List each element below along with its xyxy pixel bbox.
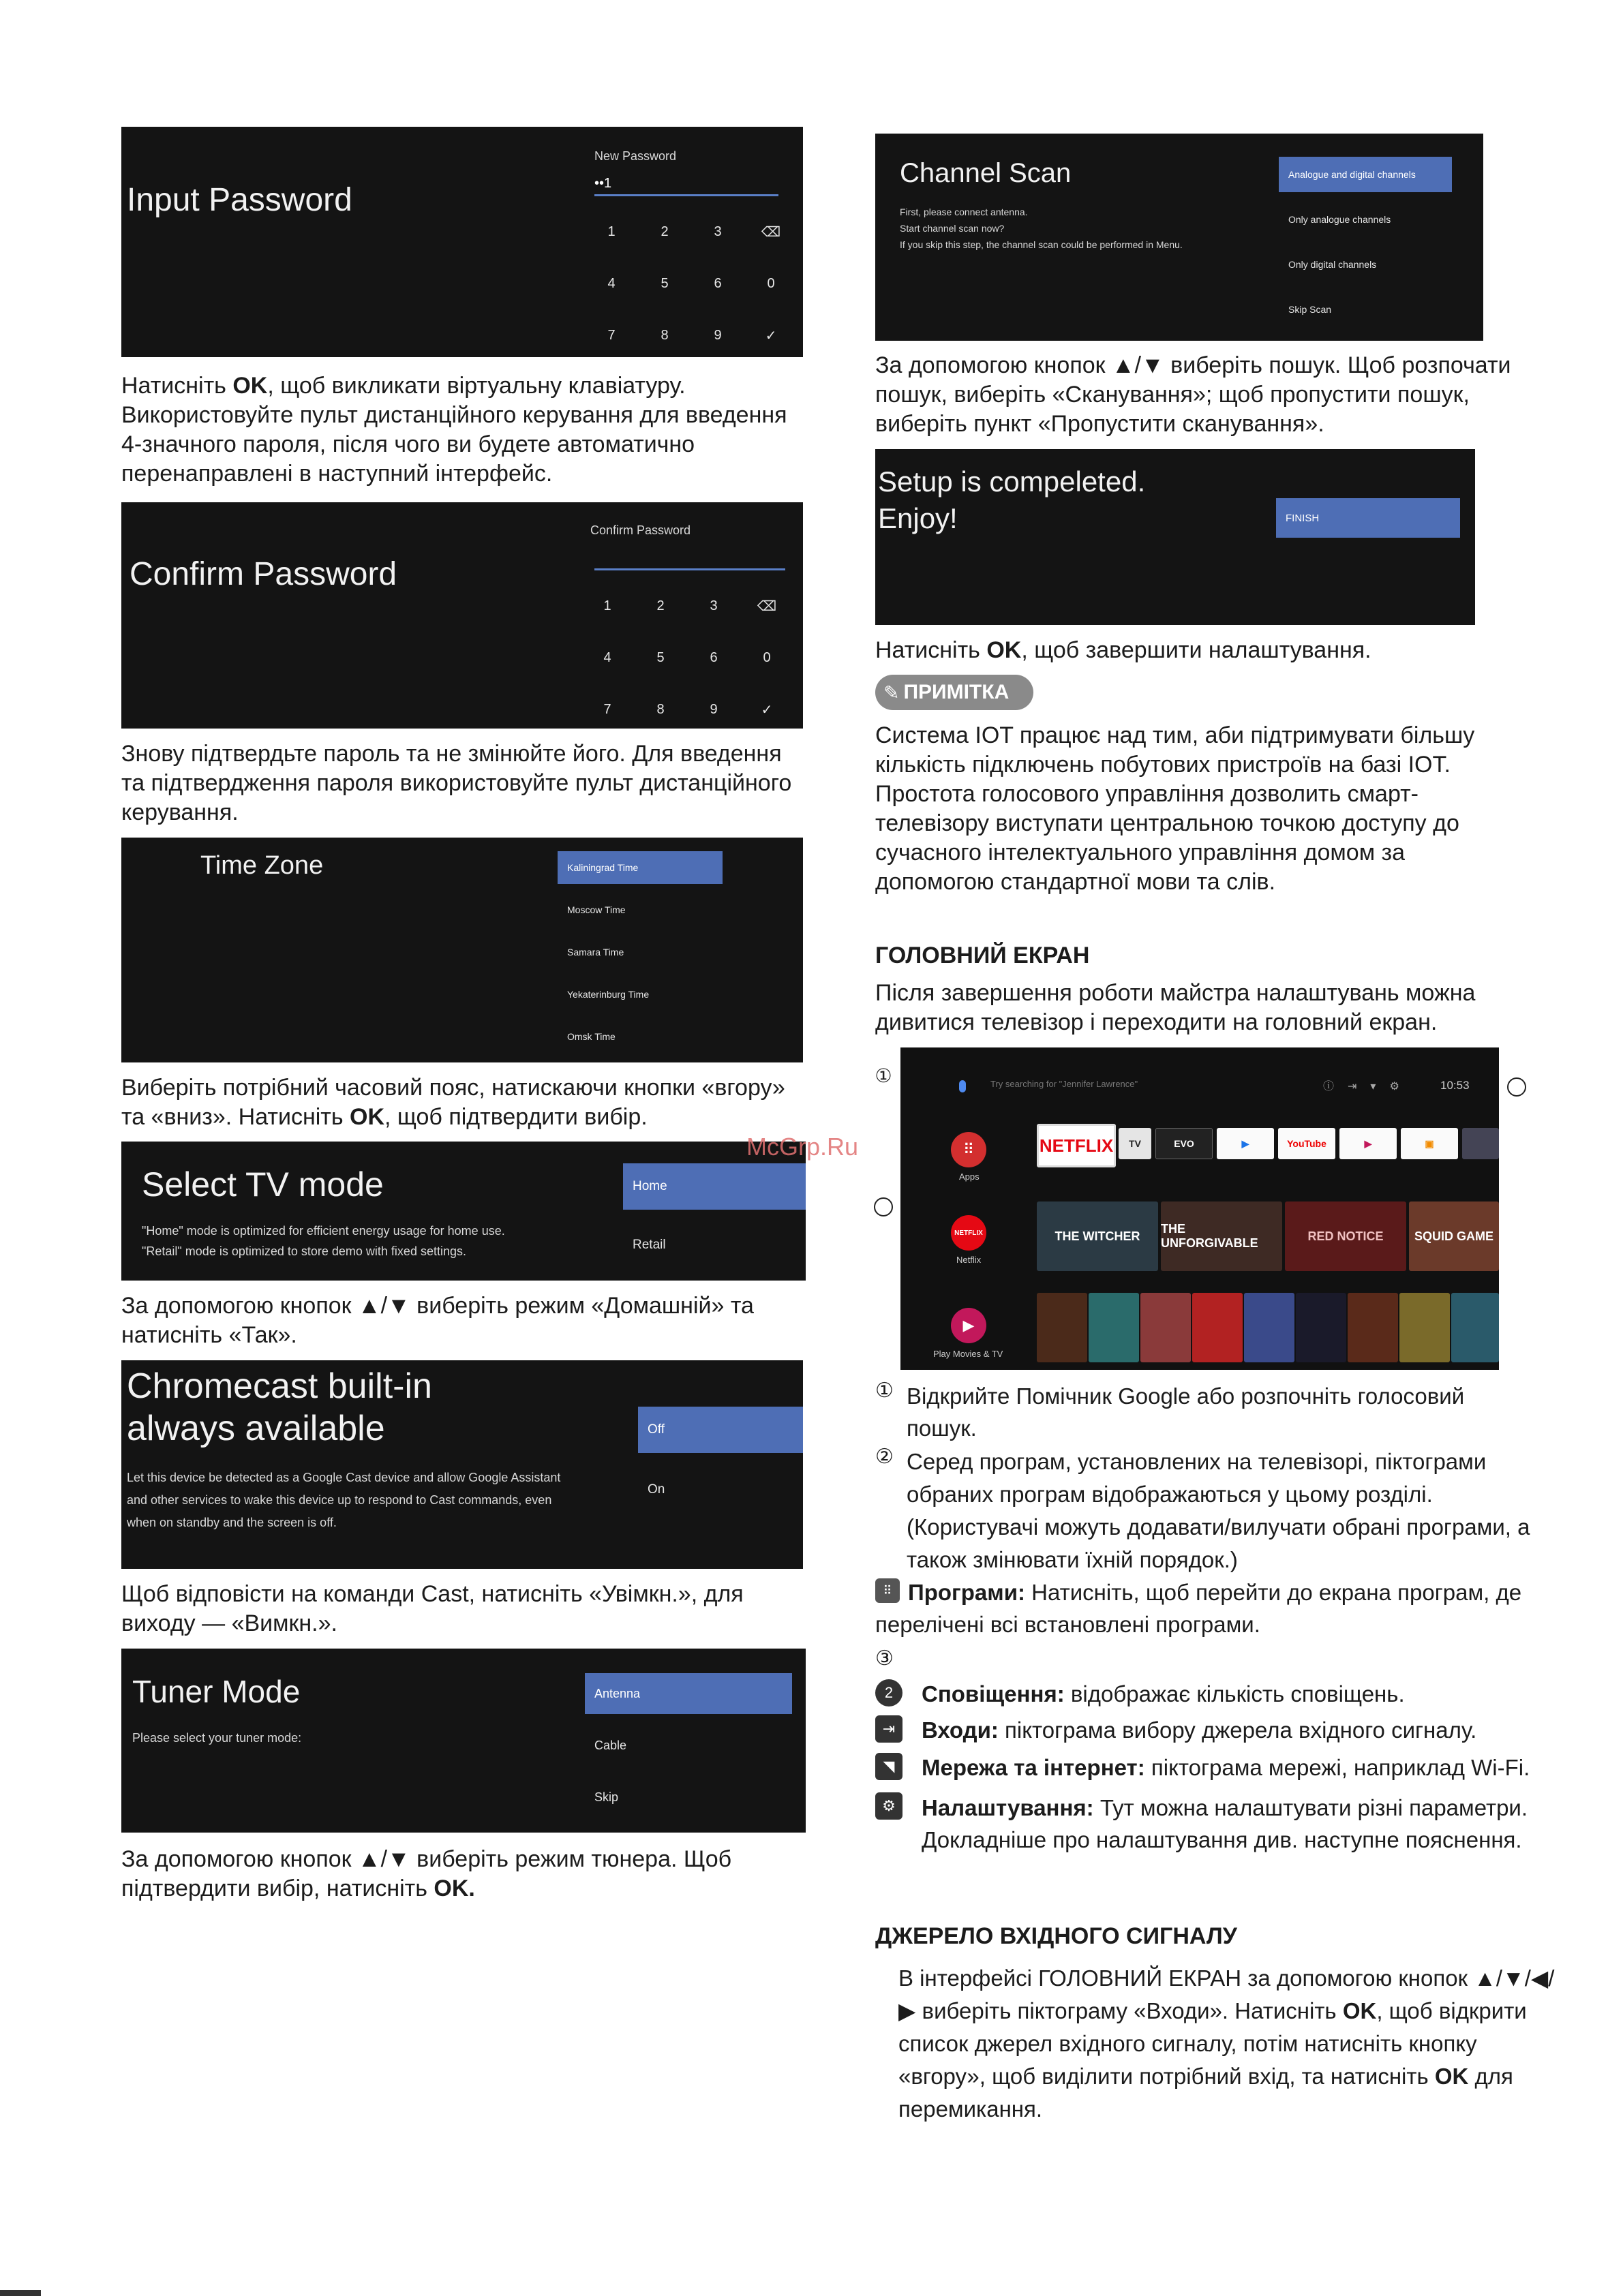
key[interactable]: 5 [661,275,669,291]
option-cable[interactable]: Cable [594,1738,627,1752]
option-analogue-digital[interactable]: Analogue and digital channels [1279,157,1452,192]
item-3-num: ③ [875,1647,894,1670]
key[interactable]: 1 [607,224,616,239]
key[interactable]: 2 [661,224,669,239]
home-screen-heading: ГОЛОВНИЙ ЕКРАН [875,943,1090,968]
home-intro: Після завершення роботи майстра налаштувань можна дивитися телевізор і переходити на головний екран. [875,980,1476,1035]
option-skip[interactable]: Skip [594,1790,619,1804]
option-skip-scan[interactable]: Skip Scan [1288,304,1332,315]
netflix-tile[interactable]: NETFLIX [1037,1124,1116,1167]
key[interactable]: 2 [656,598,665,613]
option-yekaterinburg[interactable]: Yekaterinburg Time [567,989,650,1000]
option-on[interactable]: On [648,1482,665,1497]
option-omsk[interactable]: Omsk Time [567,1031,616,1042]
play-movies-icon[interactable]: ▶ [951,1308,986,1343]
search-placeholder[interactable]: Try searching for "Jennifer Lawrence" [990,1079,1138,1089]
screen-title: Input Password [127,182,352,218]
item-1-num: ① [875,1379,894,1402]
scan-desc-2: Start channel scan now? [900,223,1005,234]
settings-gear-icon: ⚙ [875,1792,902,1820]
page-mark [0,2290,41,2296]
paragraph-r1: За допомогою кнопок ▲/▼ виберіть пошук. Щоб розпочати пошук, виберіть «Сканування»; щоб пропустити пошук, виберіть пункт «Пропустити сканування». [875,352,1511,437]
callout-2 [874,1197,893,1216]
movie-poster[interactable] [1244,1293,1294,1362]
option-samara[interactable]: Samara Time [567,947,624,958]
password-value: ••1 [594,176,612,191]
confirm-password-label: Confirm Password [590,523,691,537]
backspace-icon[interactable]: ⌫ [761,224,781,240]
red-notice-card[interactable]: RED NOTICE [1285,1201,1406,1271]
evo-tile[interactable]: EVO [1155,1128,1213,1159]
key[interactable]: 3 [714,224,722,239]
input-password-screen [121,127,803,357]
google-play-movies-tile[interactable]: ▶ [1339,1128,1397,1159]
watermark: McGrp.Ru [746,1133,859,1161]
screen-title: Tuner Mode [132,1674,301,1709]
note-badge [875,675,1033,710]
note-text: Система IOT працює над тим, аби підтримувати більшу кількість підключень побутових пристроїв на базі IOT. Простота голосового управління дозволить смарт-телевізору виступати центральною точкою доступу до сучасного інтелектуального управління домом за допомогою стандартної мови та слів. [875,722,1475,895]
key[interactable]: 0 [763,649,771,665]
screen-title: Channel Scan [900,158,1072,188]
notifications-icon: 2 [875,1679,902,1706]
netflix-row [1037,1201,1499,1271]
item-1: Відкрийте Помічник Google або розпочніть голосовий пошук. [907,1383,1465,1441]
key[interactable]: 4 [603,649,611,665]
screen-title: Confirm Password [130,556,397,592]
option-antenna[interactable]: Antenna [585,1673,792,1714]
paragraph-6: За допомогою кнопок ▲/▼ виберіть режим тюнера. Щоб підтвердити вибір, натисніть OK. [121,1846,732,1901]
key[interactable]: 3 [710,598,718,613]
inputs-icon: ⇥ [875,1715,902,1743]
note-label: ПРИМІТКА [903,681,1010,703]
screen-title: Select TV mode [142,1165,384,1204]
option-kaliningrad[interactable]: Kaliningrad Time [558,851,723,884]
scan-desc-3: If you skip this step, the channel scan could be performed in Menu. [900,239,1183,250]
item-2: Серед програм, установлених на телевізорі, піктограми обраних програм відображаються у цьому розділі. (Користувачі можуть додавати/вилучати обрані програми, а також змінювати їхній порядок.) [907,1449,1530,1572]
keypad[interactable] [585,206,798,357]
option-moscow[interactable]: Moscow Time [567,904,626,915]
key[interactable]: 7 [607,327,616,343]
paragraph-5: Щоб відповісти на команди Cast, натисніть «Увімкн.», для виходу — «Вимкн.». [121,1581,744,1636]
item-2-num: ② [875,1445,894,1468]
tuner-mode-screen [121,1649,806,1833]
inputs-item: Входи: піктограма вибору джерела вхідного сигналу. [922,1717,1477,1743]
tuner-desc: Please select your tuner mode: [132,1731,302,1745]
squid-game-card[interactable]: SQUID GAME [1409,1201,1499,1271]
next-tile[interactable] [1462,1128,1499,1159]
movie-poster[interactable] [1140,1293,1191,1362]
key[interactable]: 5 [656,649,665,665]
callout-3 [1507,1077,1526,1097]
mic-icon[interactable] [959,1080,966,1092]
setup-line-2: Enjoy! [878,502,958,534]
netflix-label: Netflix [956,1255,982,1265]
input-source-heading: ДЖЕРЕЛО ВХІДНОГО СИГНАЛУ [875,1923,1237,1949]
time-zone-screen [121,838,803,1062]
setup-line-1: Setup is compeleted. [878,465,1146,498]
multimedia-tile[interactable]: ▣ [1401,1128,1458,1159]
scan-desc-1: First, please connect antenna. [900,206,1028,217]
paragraph-4: За допомогою кнопок ▲/▼ виберіть режим «Домашній» та натисніть «Так». [121,1293,754,1348]
movie-poster[interactable] [1192,1293,1243,1362]
settings-item: Налаштування: Тут можна налаштувати різні параметри. Докладніше про налаштування див. наступне пояснення. [922,1795,1528,1852]
backspace-icon[interactable]: ⌫ [757,598,777,614]
apps-grid-icon: ⠿ [875,1578,900,1603]
status-icons: ⓘ⇥▾⚙ [1323,1081,1413,1092]
paragraph-3: Виберіть потрібний часовий пояс, натискаючи кнопки «вгору» та «вниз». Натисніть OK, щоб підтвердити вибір. [121,1075,785,1130]
setup-complete-screen [875,449,1475,625]
paragraph-r2: Натисніть OK, щоб завершити налаштування. [875,637,1371,663]
movie-poster[interactable] [1296,1293,1346,1362]
option-home[interactable]: Home [623,1163,806,1210]
key[interactable]: 9 [710,701,718,717]
wifi-icon: ◥ [875,1753,902,1780]
new-password-label: New Password [594,149,677,163]
key[interactable]: 8 [661,327,669,343]
chromecast-desc: Let this device be detected as a Google Cast device and allow Google Assistant and other services to wake this device up to respond to Cast commands, even when on standby and the screen is off. [127,1471,561,1529]
key[interactable]: 1 [603,598,611,613]
key[interactable]: 6 [714,275,722,291]
movie-poster[interactable] [1399,1293,1450,1362]
callout-1: ① [875,1065,892,1086]
apps-item: Програми: Натисніть, щоб перейти до екрана програм, де перелічені всі встановлені програми. [875,1580,1522,1637]
key[interactable]: 0 [767,275,775,291]
screen-title-line2: always available [127,1409,385,1448]
unforgivable-card[interactable]: THE UNFORGIVABLE [1161,1201,1282,1271]
screen-title-line1: Chromecast built-in [127,1366,432,1406]
chromecast-screen [121,1360,803,1569]
key[interactable]: 8 [656,701,665,717]
notifications-item: Сповіщення: відображає кількість сповіщень. [922,1681,1405,1706]
paperclip-icon: ✎ [883,682,900,703]
movie-poster[interactable] [1037,1293,1087,1362]
key[interactable]: 6 [710,649,718,665]
confirm-password-screen [121,502,803,729]
witcher-card[interactable]: THE WITCHER [1037,1201,1158,1271]
apps-label: Apps [959,1172,980,1182]
tv-tile[interactable]: TV [1119,1128,1151,1159]
tv-mode-screen [121,1142,806,1281]
key[interactable]: 7 [603,701,611,717]
key[interactable]: 4 [607,275,616,291]
apps-icon[interactable]: ⠿ [951,1132,986,1167]
retail-mode-desc: "Retail" mode is optimized to store demo with fixed settings. [142,1244,466,1258]
check-icon[interactable]: ✓ [765,328,777,343]
clock: 10:53 [1440,1079,1470,1092]
option-analogue[interactable]: Only analogue channels [1288,214,1391,225]
screen-title: Time Zone [200,851,324,880]
option-digital[interactable]: Only digital channels [1288,259,1377,270]
home-screen [900,1047,1499,1370]
paragraph-2: Знову підтвердьте пароль та не змінюйте його. Для введення та підтвердження пароля використовуйте пульт дистанційного керування. [121,741,792,825]
confirm-password-field[interactable] [594,550,785,570]
network-item: Мережа та інтернет: піктограма мережі, наприклад Wi-Fi. [922,1755,1530,1780]
finish-button[interactable]: FINISH [1276,498,1460,538]
new-password-field[interactable] [594,176,778,196]
channel-scan-screen [875,134,1483,341]
youtube-tile[interactable]: YouTube [1278,1128,1335,1159]
option-off[interactable]: Off [638,1407,803,1453]
favorite-apps-row [1037,1128,1499,1169]
movie-poster[interactable] [1348,1293,1398,1362]
google-play-store-tile[interactable]: ▶ [1217,1128,1274,1159]
paragraph-1: Натисніть OK, щоб викликати віртуальну клавіатуру. Використовуйте пульт дистанційного керування для введення 4-значного пароля, після чого ви будете автоматично перенаправлені в наступний інтерфейс. [121,373,787,487]
home-mode-desc: "Home" mode is optimized for efficient energy usage for home use. [142,1224,505,1238]
netflix-icon[interactable]: NETFLIX [951,1215,986,1251]
check-icon[interactable]: ✓ [761,702,773,718]
play-movies-label: Play Movies & TV [933,1349,1003,1359]
keypad[interactable] [581,580,793,729]
movie-poster[interactable] [1451,1293,1499,1362]
key[interactable]: 9 [714,327,722,343]
option-retail[interactable]: Retail [633,1238,666,1252]
input-source-text: В інтерфейсі ГОЛОВНИЙ ЕКРАН за допомогою кнопок ▲/▼/◀/▶ виберіть піктограму «Входи». Натисніть OK, щоб відкрити список джерел вхідного сигналу, потім натисніть кнопку «вгору», щоб виділити потрібний вхід, та натисніть OK для перемикання. [898,1965,1555,2122]
movies-row [1037,1293,1499,1362]
movie-poster[interactable] [1089,1293,1139,1362]
